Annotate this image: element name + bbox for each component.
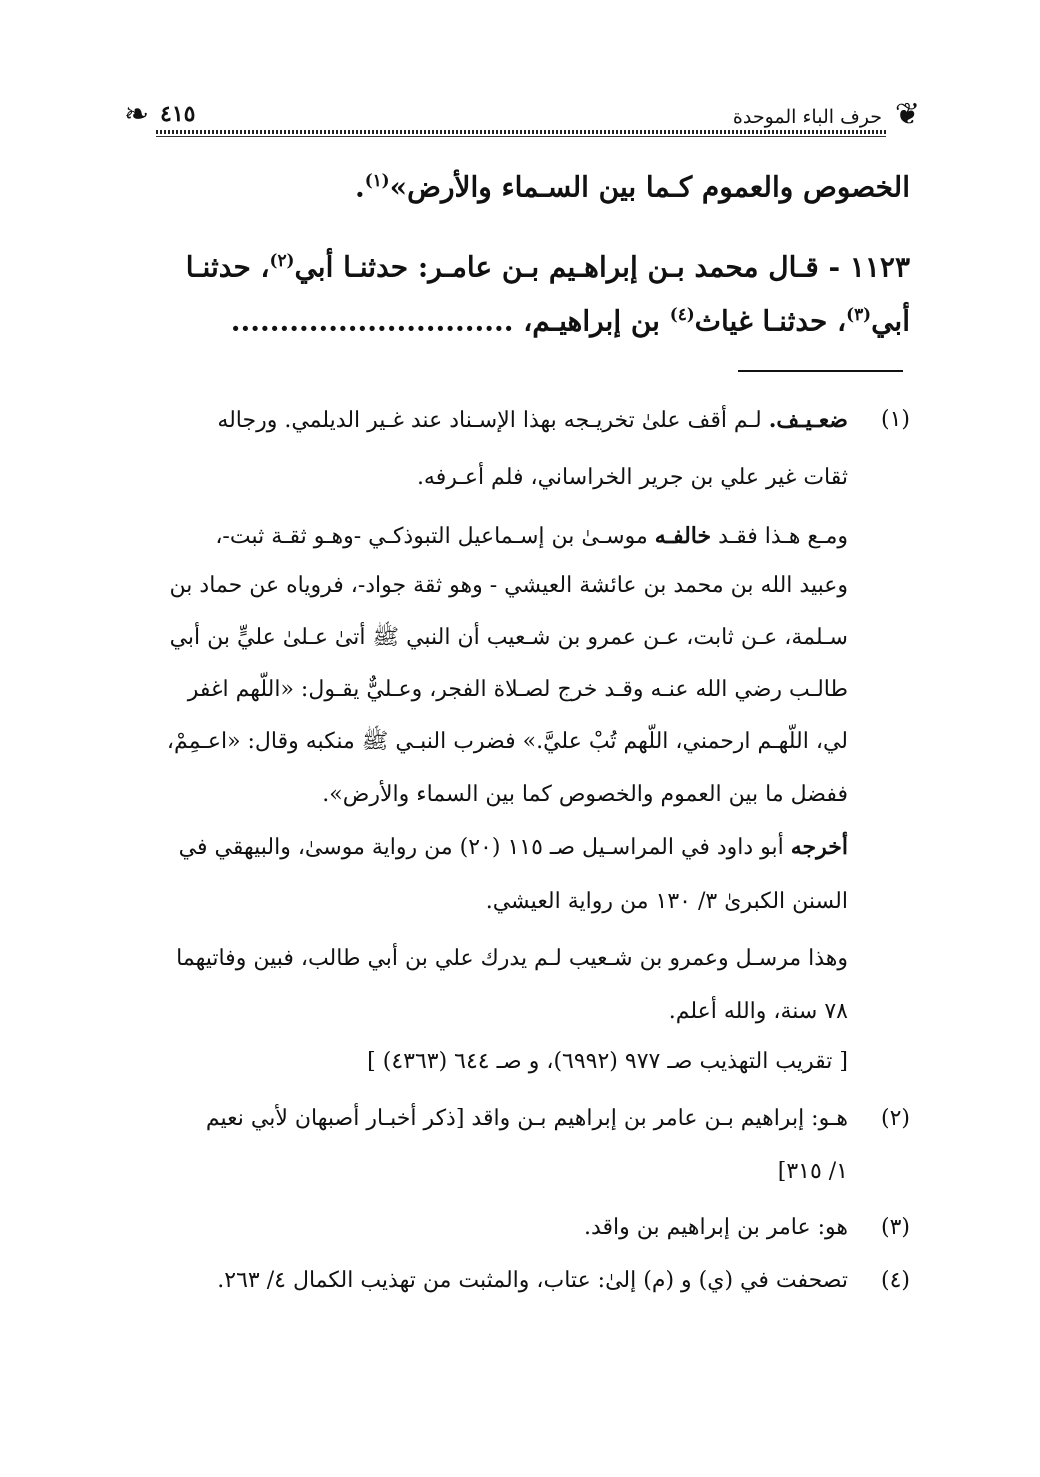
footnote-ref: (٣) — [846, 304, 872, 324]
footnote-number: (٤) — [880, 1268, 910, 1293]
footnote-line: طالـب رضي الله عنـه وقـد خرج لصـلاة الفجر، وعـليٌّ يقـول: «اللّهم اغفر — [187, 677, 848, 702]
footnote-line: هـو: إبراهيم بـن عامر بن إبراهيم بـن واقد [ذكر أخبـار أصبهان لأبي نعيم — [205, 1106, 848, 1131]
footnote-ref: (١) — [364, 170, 390, 190]
footnote-line: ضعـيـف. لـم أقف علىٰ تخريـجه بهذا الإسـناد عند غـير الديلمي. ورجاله — [217, 407, 848, 433]
footnote-line: سـلمة، عـن ثابت، عـن عمرو بن شـعيب أن النبي ﷺ أتىٰ عـلىٰ عليٍّ بن أبي — [169, 625, 848, 650]
footnote-number: (٢) — [880, 1106, 910, 1131]
main-line: أبي$^{(٣)}$، حدثنـا غياث$^{(٤)}$ بن إبراهيـم، ............................. — [230, 304, 910, 338]
footnote-number: (٣) — [880, 1215, 910, 1240]
footnote-separator — [738, 370, 903, 372]
header-rule-thin — [156, 136, 886, 137]
footnote-line: هو: عامر بن إبراهيم بن واقد. — [584, 1215, 848, 1240]
main-line: الخصوص والعموم كـما بين السـماء والأرض»$^{(١)}$. — [354, 170, 910, 204]
ellipsis-dots: ............................. — [230, 304, 514, 338]
footnote-line: ٧٨ سنة، والله أعلم. — [668, 999, 848, 1024]
footnote-number: (١) — [880, 407, 910, 432]
footnote-line: ومـع هـذا فقـد خالفـه موسـىٰ بن إسـماعيل التبوذكـي -وهـو ثقـة ثبت-، — [215, 523, 848, 549]
footnote-line: تصحفت في (ي) و (م) إلىٰ: عتاب، والمثبت من تهذيب الكمال ٤/ ٢٦٣. — [217, 1268, 848, 1293]
footnote-line: وعبيد الله بن محمد بن عائشة العيشي - وهو ثقة جواد-، فروياه عن حماد بن — [169, 573, 848, 598]
ornament-left-icon: ❧ — [124, 97, 150, 132]
footnote-ref: (٢) — [269, 250, 295, 270]
footnote-line: أخرجه أبو داود في المراسـيل صـ ١١٥ (٢٠) من رواية موسىٰ، والبيهقي في — [178, 834, 848, 860]
footnote-line: ثقات غير علي بن جرير الخراساني، فلم أعـرفه. — [416, 465, 848, 490]
footnote-ref: (٤) — [669, 304, 695, 324]
footnote-line: [ تقريب التهذيب صـ ٩٧٧ (٦٩٩٢)، و صـ ٦٤٤ (٤٣٦٣) ] — [367, 1049, 848, 1074]
page-number: ٤١٥ — [160, 101, 196, 127]
ornament-right-icon: ❦ — [894, 97, 920, 132]
footnote-line: وهذا مرسـل وعمرو بن شـعيب لـم يدرك علي بن أبي طالب، فبين وفاتيهما — [176, 946, 848, 971]
main-line: ١١٢٣ - قـال محمد بـن إبراهـيم بـن عامـر: حدثنـا أبي$^{(٢)}$، حدثنـا — [185, 250, 910, 284]
footnote-line: لي، اللّهـم ارحمني، اللّهم تُبْ عليَّ.» فضرب النبـي ﷺ منكبه وقال: «اعـمِمْ، — [166, 729, 848, 754]
chapter-title: حرف الباء الموحدة — [732, 106, 882, 128]
header-rule — [156, 130, 886, 134]
footnote-line: السنن الكبرىٰ ٣/ ١٣٠ من رواية العيشي. — [485, 889, 848, 914]
footnote-line: ١/ ٣١٥] — [777, 1159, 848, 1184]
page-header — [124, 97, 920, 138]
footnote-line: ففضل ما بين العموم والخصوص كما بين السماء والأرض». — [322, 782, 848, 807]
